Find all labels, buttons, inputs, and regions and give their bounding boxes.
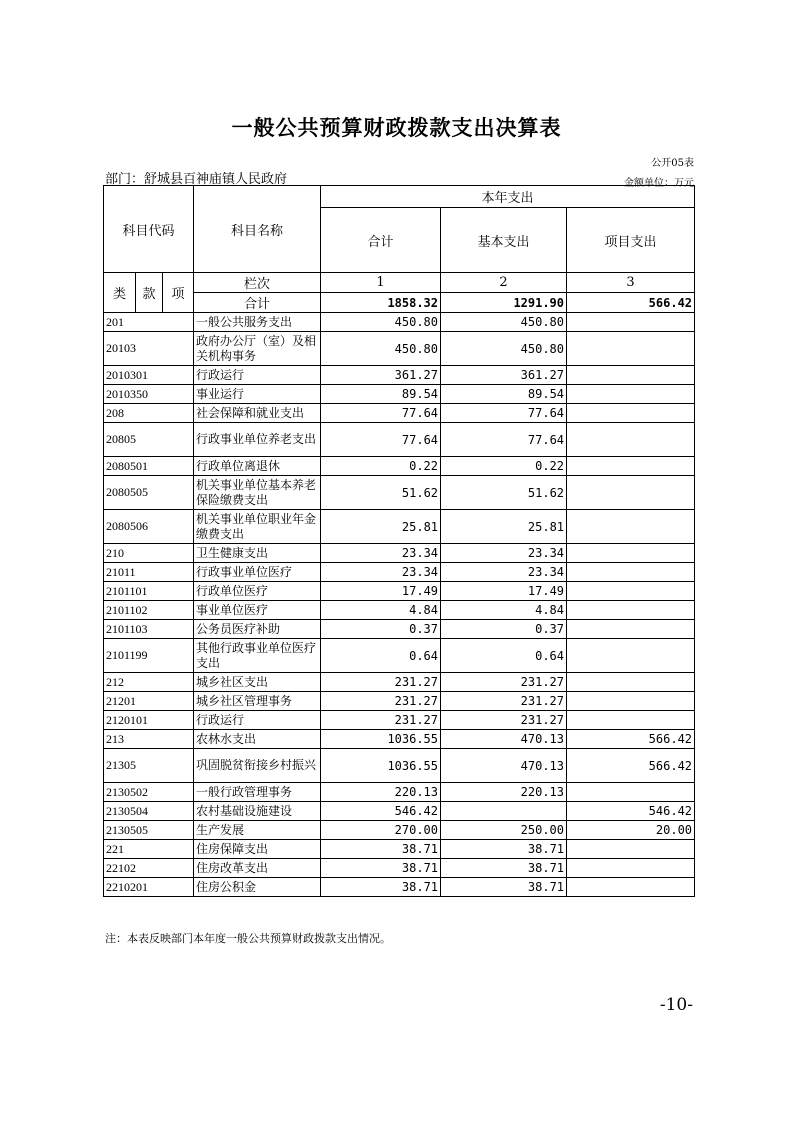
project-cell: 566.42: [567, 730, 695, 749]
total-cell: 0.22: [321, 457, 441, 476]
header-total: 合计: [321, 208, 441, 273]
project-cell: [567, 840, 695, 859]
basic-cell: 4.84: [441, 601, 567, 620]
subject-name-cell: 住房保障支出: [194, 840, 321, 859]
total-cell: 220.13: [321, 783, 441, 802]
basic-cell: 77.64: [441, 404, 567, 423]
project-cell: 546.42: [567, 802, 695, 821]
subject-name-cell: 机关事业单位基本养老保险缴费支出: [194, 476, 321, 510]
subject-name-cell: 卫生健康支出: [194, 544, 321, 563]
subject-name-cell: 行政事业单位医疗: [194, 563, 321, 582]
total-cell: 231.27: [321, 711, 441, 730]
total-cell: 25.81: [321, 510, 441, 544]
subject-code-cell: 208: [104, 404, 194, 423]
project-cell: [567, 313, 695, 332]
subject-code-cell: 2101199: [104, 639, 194, 673]
basic-cell: 231.27: [441, 711, 567, 730]
project-cell: [567, 476, 695, 510]
subject-name-cell: 行政运行: [194, 366, 321, 385]
table-row: [104, 332, 695, 366]
subject-code-cell: 210: [104, 544, 194, 563]
subject-name-cell: 公务员医疗补助: [194, 620, 321, 639]
subject-name-cell: 农林水支出: [194, 730, 321, 749]
total-cell: 38.71: [321, 878, 441, 897]
basic-cell: 38.71: [441, 878, 567, 897]
basic-cell: 89.54: [441, 385, 567, 404]
total-cell: 89.54: [321, 385, 441, 404]
basic-cell: 231.27: [441, 692, 567, 711]
total-cell: 51.62: [321, 476, 441, 510]
table-row: [104, 510, 695, 544]
basic-cell: 0.22: [441, 457, 567, 476]
subject-code-cell: 2080501: [104, 457, 194, 476]
header-col3: 3: [567, 273, 695, 293]
total-cell: 77.64: [321, 404, 441, 423]
expenditure-table: [103, 185, 695, 897]
basic-cell: 23.34: [441, 563, 567, 582]
table-row: [104, 859, 695, 878]
project-cell: [567, 544, 695, 563]
table-row: [104, 749, 695, 783]
basic-cell: 231.27: [441, 673, 567, 692]
project-cell: [567, 332, 695, 366]
total-cell: 1036.55: [321, 730, 441, 749]
table-row: [104, 601, 695, 620]
header-project: 项目支出: [567, 208, 695, 273]
subject-code-cell: 21305: [104, 749, 194, 783]
project-cell: [567, 423, 695, 457]
project-cell: [567, 783, 695, 802]
subject-name-cell: 住房改革支出: [194, 859, 321, 878]
subject-name-cell: 事业单位医疗: [194, 601, 321, 620]
page-title: 一般公共预算财政拨款支出决算表: [231, 116, 562, 140]
subject-code-cell: 2010350: [104, 385, 194, 404]
subject-code-cell: 20805: [104, 423, 194, 457]
total-cell: 450.80: [321, 313, 441, 332]
basic-cell: 470.13: [441, 730, 567, 749]
project-cell: [567, 510, 695, 544]
subject-name-cell: 社会保障和就业支出: [194, 404, 321, 423]
table-row: [104, 821, 695, 840]
basic-cell: 23.34: [441, 544, 567, 563]
subject-name-cell: 城乡社区支出: [194, 673, 321, 692]
table-row: [104, 692, 695, 711]
header-col2: 2: [441, 273, 567, 293]
project-cell: [567, 692, 695, 711]
table-row: [104, 878, 695, 897]
header-xiang: 项: [163, 273, 194, 313]
subject-name-cell: 农村基础设施建设: [194, 802, 321, 821]
basic-cell: 0.37: [441, 620, 567, 639]
subject-name-cell: 事业运行: [194, 385, 321, 404]
subject-name-cell: 政府办公厅（室）及相关机构事务: [194, 332, 321, 366]
basic-cell: 361.27: [441, 366, 567, 385]
amount-unit: 金额单位：万元: [624, 178, 694, 189]
total-cell: 77.64: [321, 423, 441, 457]
basic-cell: 38.71: [441, 859, 567, 878]
total-cell: 23.34: [321, 563, 441, 582]
total-cell: 1036.55: [321, 749, 441, 783]
project-cell: [567, 563, 695, 582]
total-row-label: 合计: [194, 293, 321, 313]
header-col1: 1: [321, 273, 441, 293]
subject-name-cell: 机关事业单位职业年金缴费支出: [194, 510, 321, 544]
project-cell: 20.00: [567, 821, 695, 840]
basic-cell: 470.13: [441, 749, 567, 783]
basic-cell: 17.49: [441, 582, 567, 601]
total-cell: 38.71: [321, 840, 441, 859]
table-row: [104, 563, 695, 582]
subject-code-cell: 212: [104, 673, 194, 692]
header-subject-name: 科目名称: [194, 186, 321, 273]
table-row: [104, 730, 695, 749]
project-cell: [567, 366, 695, 385]
subject-code-cell: 2101101: [104, 582, 194, 601]
project-cell: [567, 404, 695, 423]
total-cell: 270.00: [321, 821, 441, 840]
total-row-basic: 1291.90: [441, 293, 567, 313]
subject-code-cell: 20103: [104, 332, 194, 366]
header-current-year: 本年支出: [321, 186, 695, 208]
subject-code-cell: 2130502: [104, 783, 194, 802]
basic-cell: 220.13: [441, 783, 567, 802]
table-row: [104, 802, 695, 821]
subject-code-cell: 2210201: [104, 878, 194, 897]
subject-code-cell: 2130504: [104, 802, 194, 821]
total-cell: 23.34: [321, 544, 441, 563]
table-row: [104, 582, 695, 601]
subject-name-cell: 城乡社区管理事务: [194, 692, 321, 711]
total-cell: 361.27: [321, 366, 441, 385]
basic-cell: 51.62: [441, 476, 567, 510]
header-kuan: 款: [136, 273, 163, 313]
table-row: [104, 404, 695, 423]
table-row: [104, 639, 695, 673]
total-cell: 546.42: [321, 802, 441, 821]
header-column-no: 栏次: [194, 273, 321, 293]
table-row: [104, 366, 695, 385]
total-cell: 38.71: [321, 859, 441, 878]
header-subject-code: 科目代码: [104, 186, 194, 273]
project-cell: [567, 639, 695, 673]
subject-name-cell: 一般行政管理事务: [194, 783, 321, 802]
basic-cell: 250.00: [441, 821, 567, 840]
subject-code-cell: 2080505: [104, 476, 194, 510]
project-cell: [567, 601, 695, 620]
table-row: [104, 423, 695, 457]
header-basic: 基本支出: [441, 208, 567, 273]
total-cell: 231.27: [321, 692, 441, 711]
department-label: 部门：舒城县百神庙镇人民政府: [105, 172, 288, 187]
subject-code-cell: 2101103: [104, 620, 194, 639]
basic-cell: 38.71: [441, 840, 567, 859]
subject-code-cell: 2080506: [104, 510, 194, 544]
subject-code-cell: 213: [104, 730, 194, 749]
project-cell: [567, 673, 695, 692]
total-cell: 4.84: [321, 601, 441, 620]
table-row: [104, 313, 695, 332]
total-row-total: 1858.32: [321, 293, 441, 313]
basic-cell: 77.64: [441, 423, 567, 457]
basic-cell: 0.64: [441, 639, 567, 673]
subject-code-cell: 221: [104, 840, 194, 859]
total-cell: 450.80: [321, 332, 441, 366]
total-cell: 231.27: [321, 673, 441, 692]
table-row: [104, 476, 695, 510]
table-row: [104, 840, 695, 859]
subject-name-cell: 行政事业单位养老支出: [194, 423, 321, 457]
project-cell: 566.42: [567, 749, 695, 783]
project-cell: [567, 878, 695, 897]
table-row: [104, 620, 695, 639]
project-cell: [567, 385, 695, 404]
subject-name-cell: 生产发展: [194, 821, 321, 840]
subject-code-cell: 2130505: [104, 821, 194, 840]
table-row: [104, 711, 695, 730]
table-row: [104, 783, 695, 802]
total-cell: 17.49: [321, 582, 441, 601]
table-row: [104, 457, 695, 476]
basic-cell: [441, 802, 567, 821]
total-cell: 0.64: [321, 639, 441, 673]
total-row-project: 566.42: [567, 293, 695, 313]
subject-name-cell: 住房公积金: [194, 878, 321, 897]
subject-name-cell: 行政运行: [194, 711, 321, 730]
subject-name-cell: 行政单位离退休: [194, 457, 321, 476]
subject-name-cell: 一般公共服务支出: [194, 313, 321, 332]
subject-code-cell: 21011: [104, 563, 194, 582]
project-cell: [567, 582, 695, 601]
basic-cell: 450.80: [441, 332, 567, 366]
table-row: [104, 385, 695, 404]
subject-name-cell: 行政单位医疗: [194, 582, 321, 601]
footnote: 注：本表反映部门本年度一般公共预算财政拨款支出情况。: [105, 932, 391, 945]
subject-name-cell: 巩固脱贫衔接乡村振兴: [194, 749, 321, 783]
table-row: [104, 544, 695, 563]
project-cell: [567, 457, 695, 476]
subject-code-cell: 2010301: [104, 366, 194, 385]
project-cell: [567, 711, 695, 730]
basic-cell: 450.80: [441, 313, 567, 332]
header-lei: 类: [104, 273, 136, 313]
project-cell: [567, 859, 695, 878]
total-cell: 0.37: [321, 620, 441, 639]
subject-code-cell: 2120101: [104, 711, 194, 730]
subject-code-cell: 2101102: [104, 601, 194, 620]
project-cell: [567, 620, 695, 639]
basic-cell: 25.81: [441, 510, 567, 544]
table-row: [104, 673, 695, 692]
form-number: 公开05表: [651, 158, 694, 169]
page-number: -10-: [659, 995, 693, 1015]
subject-name-cell: 其他行政事业单位医疗支出: [194, 639, 321, 673]
subject-code-cell: 21201: [104, 692, 194, 711]
subject-code-cell: 201: [104, 313, 194, 332]
subject-code-cell: 22102: [104, 859, 194, 878]
